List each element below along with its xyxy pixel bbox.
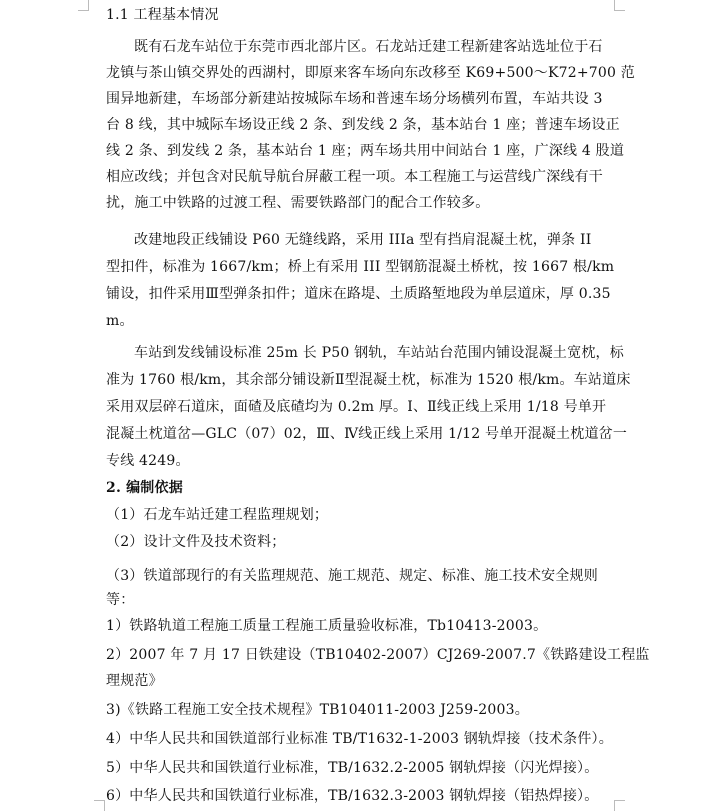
list-item: 2）2007 年 7 月 17 日铁建设（TB10402-2007）CJ269-2007.7《铁路建设工程监: [106, 647, 650, 663]
paragraph-line: 相应改线；并包含对民航导航台屏蔽工程一项。本工程施工与运营线广深线有干: [106, 169, 603, 185]
paragraph-line: 车站到发线铺设标准 25m 长 P50 钢轨，车站站台范围内铺设混凝土宽枕，标: [134, 345, 624, 361]
paragraph-line: 线 2 条、到发线 2 条，基本站台 1 座；两车场共用中间站台 1 座，广深线 4 股道: [106, 143, 625, 159]
list-item: 1）铁路轨道工程施工质量工程施工质量验收标准，Tb10413-2003。: [106, 618, 548, 634]
list-item: 理规范》: [106, 673, 163, 689]
list-item: 4）中华人民共和国铁道部行业标准 TB/T1632-1-2003 钢轨焊接（技术条件）。: [106, 731, 613, 747]
section-heading: 1.1 工程基本情况: [106, 7, 219, 23]
paragraph-line: 采用双层碎石道床，面碴及底碴均为 0.2m 厚。Ⅰ、Ⅱ线正线上采用 1/18 号单开: [106, 399, 607, 415]
section-heading: 2. 编制依据: [106, 480, 183, 496]
list-item: 5）中华人民共和国铁道行业标准，TB/1632.2-2005 钢轨焊接（闪光焊接）。: [106, 760, 599, 776]
crop-mark-bottom-right: [614, 800, 625, 811]
list-item: （1）石龙车站迁建工程监理规划；: [106, 507, 329, 523]
paragraph-line: 铺设，扣件采用Ⅲ型弹条扣件；道床在路堤、土质路堑地段为单层道床，厚 0.35: [106, 286, 611, 302]
list-item: （2）设计文件及技术资料；: [106, 534, 286, 550]
crop-mark-bottom-left: [94, 800, 105, 811]
paragraph-line: m。: [106, 313, 134, 329]
list-item: 等：: [106, 592, 135, 608]
paragraph-line: 龙镇与茶山镇交界处的西湖村，即原来客车场向东改移至 K69+500～K72+700 范: [106, 65, 635, 81]
paragraph-line: 改建地段正线铺设 P60 无缝线路，采用 IIIa 型有挡肩混凝土枕，弹条 II: [134, 232, 592, 248]
paragraph-line: 台 8 线，其中城际车场设正线 2 条、到发线 2 条，基本站台 1 座；普速车场设正: [106, 117, 620, 133]
list-item: 3)《铁路工程施工安全技术规程》TB104011-2003 J259-2003。: [106, 702, 529, 718]
crop-mark-top-left: [78, 0, 89, 11]
paragraph-line: 扰，施工中铁路的过渡工程、需要铁路部门的配合工作较多。: [106, 195, 490, 211]
list-item: （3）铁道部现行的有关监理规范、施工规范、规定、标准、施工技术安全规则: [106, 568, 598, 584]
paragraph-line: 准为 1760 根/km，其余部分铺设新Ⅱ型混凝土枕，标准为 1520 根/km。车站道床: [106, 372, 631, 388]
list-item: 6）中华人民共和国铁道行业标准，TB/1632.3-2003 钢轨焊接（铝热焊接）。: [106, 788, 599, 804]
paragraph-line: 围异地新建，车场部分新建站按城际车场和普速车场分场横列布置，车站共设 3: [106, 91, 603, 107]
paragraph-line: 混凝土枕道岔—GLC（07）02，Ⅲ、Ⅳ线正线上采用 1/12 号单开混凝土枕道岔一: [106, 426, 628, 442]
paragraph-line: 型扣件，标准为 1667/km；桥上有采用 III 型钢筋混凝土桥枕，按 1667 根/km: [106, 259, 615, 275]
paragraph-line: 既有石龙车站位于东莞市西北部片区。石龙站迁建工程新建客站选址位于石: [134, 39, 603, 55]
paragraph-line: 专线 4249。: [106, 453, 190, 469]
crop-mark-top-right: [614, 0, 625, 11]
